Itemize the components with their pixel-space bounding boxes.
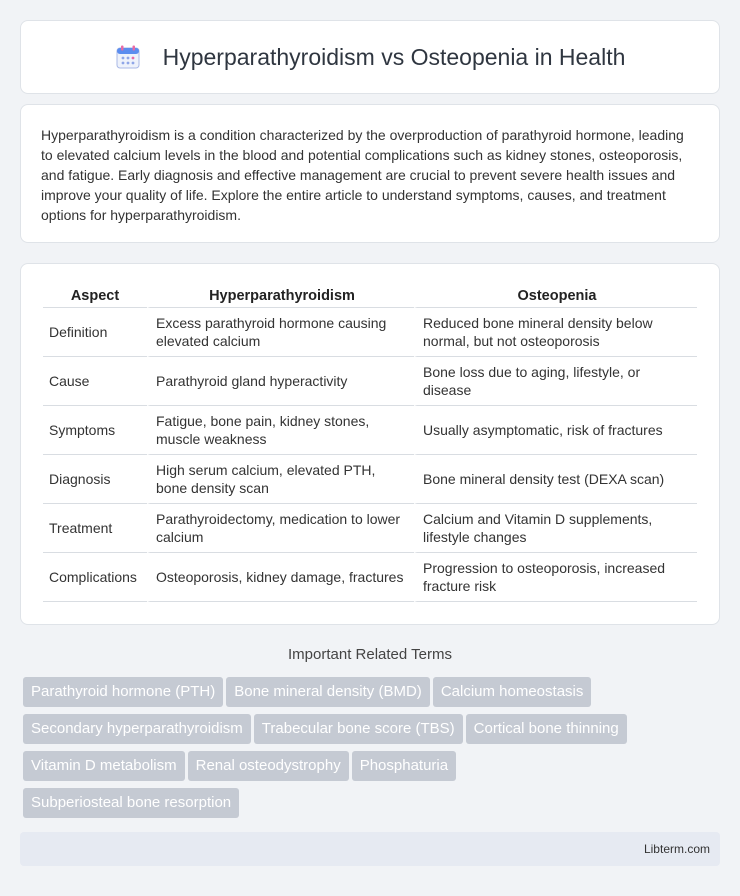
related-term-tag[interactable]: Vitamin D metabolism xyxy=(23,751,185,781)
related-term-tag[interactable]: Cortical bone thinning xyxy=(466,714,627,744)
header-osteopenia: Osteopenia xyxy=(414,284,697,308)
row-hyperparathyroidism: Excess parathyroid hormone causing elevated calcium xyxy=(147,308,414,357)
calendar-icon xyxy=(115,44,141,70)
header-aspect: Aspect xyxy=(43,284,147,308)
row-hyperparathyroidism: High serum calcium, elevated PTH, bone density scan xyxy=(147,455,414,504)
related-term-tag[interactable]: Calcium homeostasis xyxy=(433,677,592,707)
row-aspect: Treatment xyxy=(43,504,147,553)
row-aspect: Definition xyxy=(43,308,147,357)
related-term-tag[interactable]: Secondary hyperparathyroidism xyxy=(23,714,251,744)
intro-card xyxy=(20,104,720,243)
row-osteopenia: Reduced bone mineral density below normal, but not osteoporosis xyxy=(414,308,697,357)
table-row xyxy=(43,308,697,357)
intro-text: Hyperparathyroidism is a condition characterized by the overproduction of parathyroid hormone, leading to elevated calcium levels in the blood and potential complications such as kidney stones, osteoporosis, and fatigue. Early diagnosis and effective management are crucial to prevent severe health issues and improve your quality of life. Explore the entire article to understand symptoms, causes, and treatment options for hyperparathyroidism. xyxy=(41,127,684,223)
comparison-card xyxy=(20,263,720,625)
row-osteopenia: Progression to osteoporosis, increased fracture risk xyxy=(414,553,697,602)
table-row xyxy=(43,357,697,406)
table-header-row xyxy=(43,284,697,308)
related-terms-list xyxy=(23,677,723,825)
row-hyperparathyroidism: Osteoporosis, kidney damage, fractures xyxy=(147,553,414,602)
row-hyperparathyroidism: Fatigue, bone pain, kidney stones, muscle weakness xyxy=(147,406,414,455)
row-hyperparathyroidism: Parathyroidectomy, medication to lower calcium xyxy=(147,504,414,553)
row-osteopenia: Calcium and Vitamin D supplements, lifestyle changes xyxy=(414,504,697,553)
related-terms-title: Important Related Terms xyxy=(288,646,452,663)
header-hyperparathyroidism: Hyperparathyroidism xyxy=(147,284,414,308)
footer xyxy=(20,832,720,866)
page-title: Hyperparathyroidism vs Osteopenia in Health xyxy=(162,43,626,70)
table-row xyxy=(43,553,697,602)
row-osteopenia: Usually asymptomatic, risk of fractures xyxy=(414,406,697,455)
comparison-table xyxy=(43,284,697,602)
page-header xyxy=(20,20,720,94)
table-row xyxy=(43,455,697,504)
related-term-tag[interactable]: Bone mineral density (BMD) xyxy=(226,677,430,707)
related-term-tag[interactable]: Subperiosteal bone resorption xyxy=(23,788,239,818)
table-row xyxy=(43,406,697,455)
row-hyperparathyroidism: Parathyroid gland hyperactivity xyxy=(147,357,414,406)
row-osteopenia: Bone mineral density test (DEXA scan) xyxy=(414,455,697,504)
row-aspect: Cause xyxy=(43,357,147,406)
related-term-tag[interactable]: Parathyroid hormone (PTH) xyxy=(23,677,223,707)
row-aspect: Symptoms xyxy=(43,406,147,455)
row-osteopenia: Bone loss due to aging, lifestyle, or disease xyxy=(414,357,697,406)
footer-site-link[interactable]: Libterm.com xyxy=(643,842,710,856)
row-aspect: Diagnosis xyxy=(43,455,147,504)
row-aspect: Complications xyxy=(43,553,147,602)
table-row xyxy=(43,504,697,553)
related-term-tag[interactable]: Renal osteodystrophy xyxy=(188,751,349,781)
related-term-tag[interactable]: Phosphaturia xyxy=(352,751,456,781)
related-term-tag[interactable]: Trabecular bone score (TBS) xyxy=(254,714,463,744)
